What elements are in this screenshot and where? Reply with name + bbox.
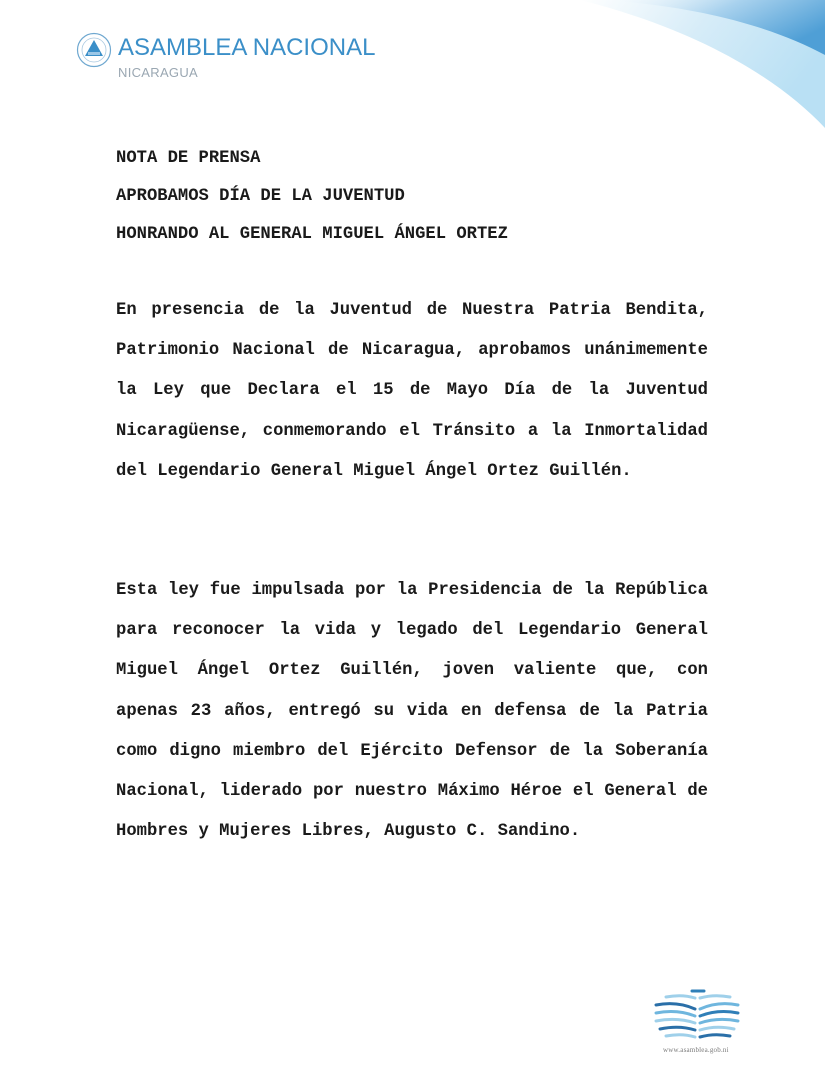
- assembly-logo: [76, 32, 375, 81]
- nicaragua-coat-of-arms-icon: [76, 32, 112, 68]
- body-paragraph-1: En presencia de la Juventud de Nuestra Patria Bendita, Patrimonio Nacional de Nicaragua, aprobamos unánimemente la Ley que Declara el 15 de Mayo Día de la Juventud Nicaragüense, conmemorando el Tránsito a la Inmortalidad del Legendario General Miguel Ángel Ortez Guillén.: [116, 301, 708, 481]
- website-url: www.asamblea.gob.ni: [663, 1046, 729, 1054]
- assembly-seats-icon: [652, 985, 742, 1045]
- heading-label: NOTA DE PRENSA: [116, 149, 261, 168]
- heading-title: APROBAMOS DÍA DE LA JUVENTUD: [116, 187, 405, 206]
- org-name: ASAMBLEA NACIONAL: [118, 34, 376, 61]
- heading-subtitle: HONRANDO AL GENERAL MIGUEL ÁNGEL ORTEZ: [116, 225, 508, 244]
- corner-swoosh-decoration: [580, 0, 825, 130]
- org-country: NICARAGUA: [118, 65, 198, 80]
- body-paragraph-2: Esta ley fue impulsada por la Presidencia de la República para reconocer la vida y legado del Legendario General Miguel Ángel Ortez Guillén, joven valiente que, con apenas 23 años, entregó su vida en defensa de la Patria como digno miembro del Ejército Defensor de la Soberanía Nacional, liderado por nuestro Máximo Héroe el General de Hombres y Mujeres Libres, Augusto C. Sandino.: [116, 581, 708, 842]
- press-release-heading: [116, 140, 508, 254]
